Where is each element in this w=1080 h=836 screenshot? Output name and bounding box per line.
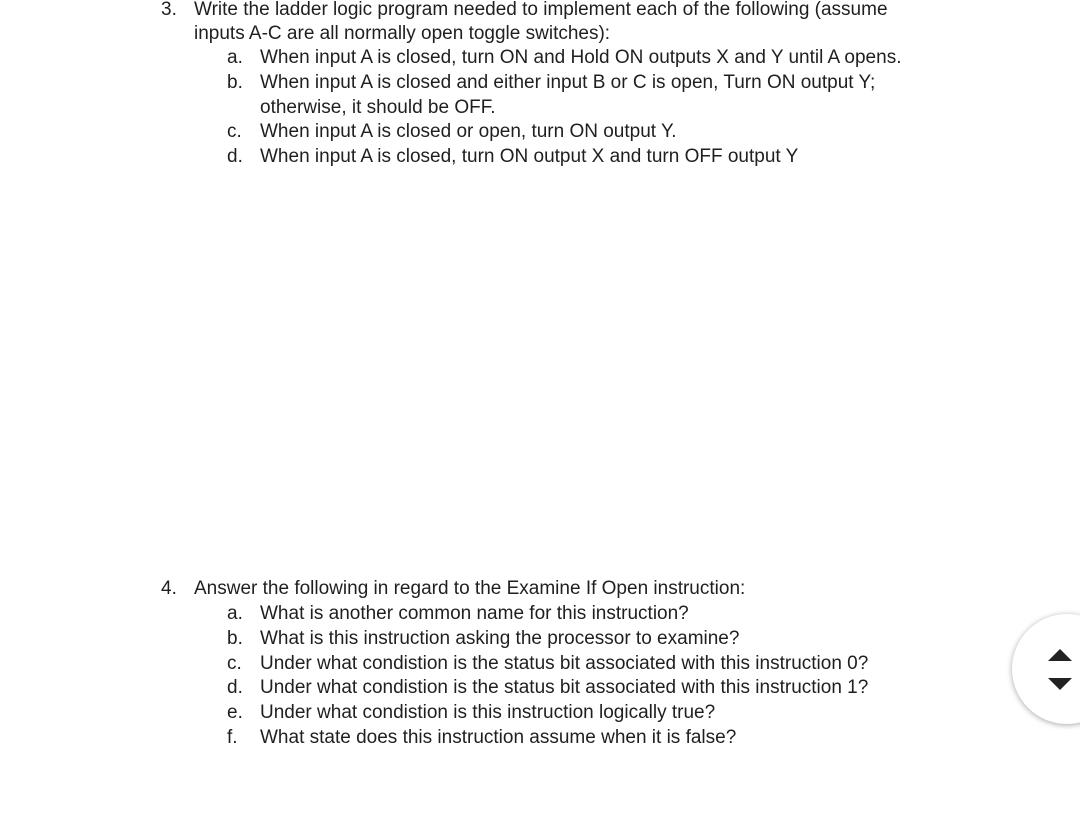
- question-stem-continued: inputs A-C are all normally open toggle switches):: [194, 23, 611, 44]
- item-text-continued: otherwise, it should be OFF.: [260, 97, 496, 118]
- item-text: What is another common name for this instruction?: [260, 603, 689, 624]
- item-text: When input A is closed, turn ON and Hold ON outputs X and Y until A opens.: [260, 47, 902, 68]
- page-navigator: [1012, 614, 1080, 724]
- item-letter: b.: [227, 72, 243, 93]
- item-letter: d.: [227, 146, 243, 167]
- item-letter: a.: [227, 603, 243, 624]
- question-number: 4.: [161, 578, 177, 599]
- item-text: What state does this instruction assume when it is false?: [260, 727, 737, 748]
- item-text: When input A is closed and either input B or C is open, Turn ON output Y;: [260, 72, 876, 93]
- item-text: When input A is closed, turn ON output X and turn OFF output Y: [260, 146, 799, 167]
- item-letter: f.: [227, 727, 238, 748]
- item-letter: a.: [227, 47, 243, 68]
- item-text: What is this instruction asking the processor to examine?: [260, 628, 740, 649]
- item-letter: d.: [227, 677, 243, 698]
- item-text: Under what condistion is the status bit associated with this instruction 1?: [260, 677, 869, 698]
- item-letter: c.: [227, 121, 242, 142]
- item-letter: b.: [227, 628, 243, 649]
- triangle-down-icon[interactable]: [1048, 678, 1072, 690]
- item-text: Under what condistion is the status bit associated with this instruction 0?: [260, 653, 869, 674]
- question-stem: Answer the following in regard to the Examine If Open instruction:: [194, 578, 746, 599]
- triangle-up-icon[interactable]: [1048, 649, 1072, 661]
- item-letter: c.: [227, 653, 242, 674]
- question-number: 3.: [161, 0, 177, 20]
- question-stem: Write the ladder logic program needed to implement each of the following (assume: [194, 0, 888, 20]
- item-letter: e.: [227, 702, 243, 723]
- item-text: When input A is closed or open, turn ON output Y.: [260, 121, 677, 142]
- item-text: Under what condistion is this instruction logically true?: [260, 702, 716, 723]
